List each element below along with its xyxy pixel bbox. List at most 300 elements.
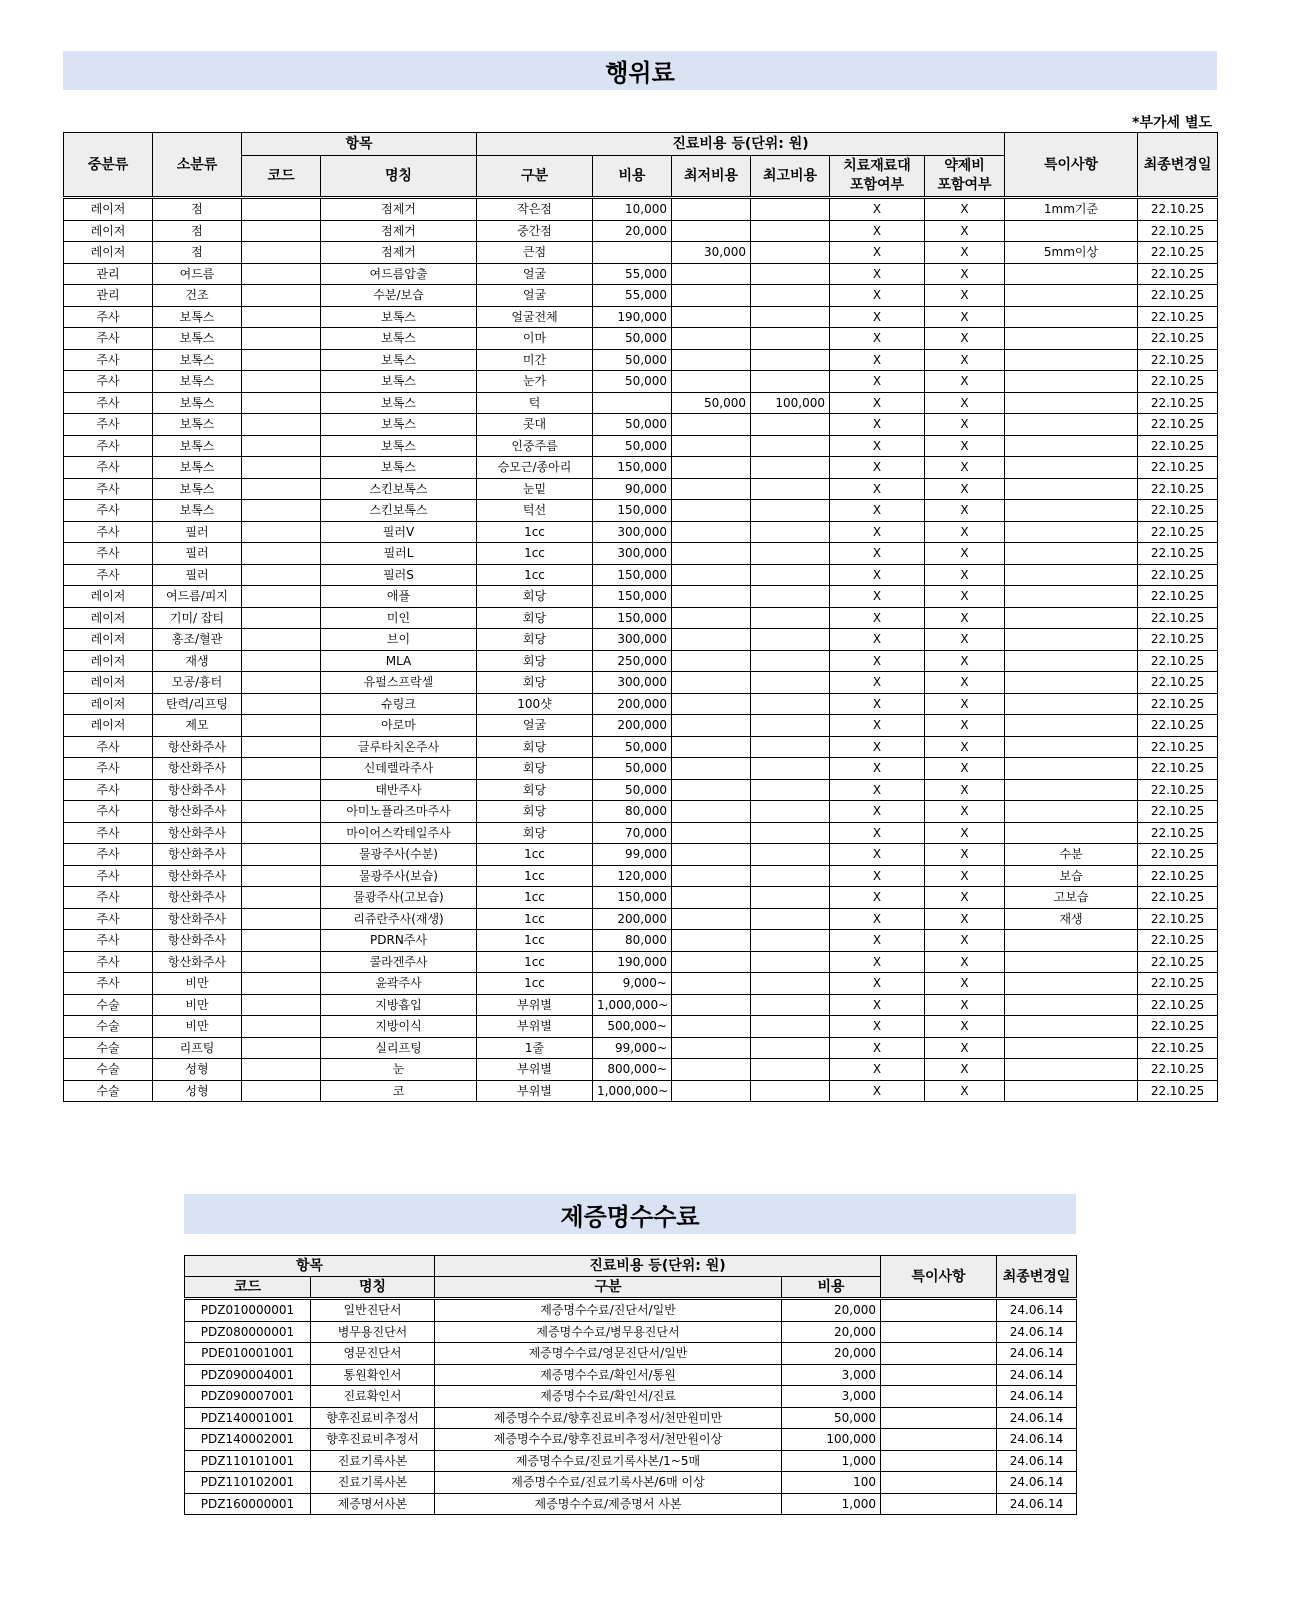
cell-drug-included: X	[925, 973, 1005, 995]
cell-max-cost	[751, 865, 830, 887]
cell-sub-category: 항산화주사	[153, 779, 242, 801]
table-row	[64, 994, 1218, 1016]
cell-division: 회당	[477, 758, 593, 780]
cell-name: 지방흡입	[321, 994, 477, 1016]
cell-drug-included: X	[925, 586, 1005, 608]
cell-division: 회당	[477, 586, 593, 608]
table-row	[64, 371, 1218, 393]
cell-cost: 10,000	[593, 198, 672, 221]
table-row	[64, 887, 1218, 909]
cell-drug-included: X	[925, 758, 1005, 780]
cell-remarks	[1005, 457, 1138, 479]
cell-cost: 150,000	[593, 564, 672, 586]
cell-last-changed: 22.10.25	[1138, 371, 1218, 393]
cell-sub-category: 여드름	[153, 263, 242, 285]
cell-drug-included: X	[925, 263, 1005, 285]
header-division: 구분	[435, 1277, 782, 1299]
cell-cost: 1,000	[782, 1450, 881, 1472]
cell-min-cost	[672, 693, 751, 715]
cell-name: 보톡스	[321, 306, 477, 328]
table-row	[64, 865, 1218, 887]
cell-sub-category: 필러	[153, 564, 242, 586]
cell-code	[242, 543, 321, 565]
cell-min-cost	[672, 349, 751, 371]
cell-sub-category: 제모	[153, 715, 242, 737]
cell-remarks: 1mm기준	[1005, 198, 1138, 221]
cell-mid-category: 주사	[64, 328, 153, 350]
cell-min-cost	[672, 306, 751, 328]
cell-remarks	[1005, 1016, 1138, 1038]
cell-remarks: 재생	[1005, 908, 1138, 930]
cell-max-cost	[751, 328, 830, 350]
cell-cost: 800,000~	[593, 1059, 672, 1081]
table-row	[64, 457, 1218, 479]
cell-min-cost	[672, 736, 751, 758]
cell-division: 턱선	[477, 500, 593, 522]
cell-min-cost	[672, 672, 751, 694]
cell-name: 통원확인서	[311, 1364, 435, 1386]
table-row	[185, 1472, 1077, 1494]
cell-name: 수분/보습	[321, 285, 477, 307]
cell-max-cost	[751, 306, 830, 328]
cell-material-included: X	[830, 457, 925, 479]
cell-material-included: X	[830, 994, 925, 1016]
header-item-group: 항목	[242, 133, 477, 156]
cell-last-changed: 22.10.25	[1138, 1080, 1218, 1102]
cell-mid-category: 주사	[64, 951, 153, 973]
cell-sub-category: 항산화주사	[153, 930, 242, 952]
cell-mid-category: 레이저	[64, 629, 153, 651]
cell-mid-category: 수술	[64, 1016, 153, 1038]
cell-cost: 70,000	[593, 822, 672, 844]
cell-mid-category: 주사	[64, 392, 153, 414]
cell-remarks	[881, 1343, 997, 1365]
cell-last-changed: 24.06.14	[997, 1299, 1077, 1322]
cell-cost: 200,000	[593, 908, 672, 930]
cell-code: PDZ090004001	[185, 1364, 311, 1386]
cell-mid-category: 주사	[64, 758, 153, 780]
cell-drug-included: X	[925, 844, 1005, 866]
cell-remarks	[881, 1450, 997, 1472]
cell-last-changed: 24.06.14	[997, 1450, 1077, 1472]
cell-division: 부위별	[477, 1016, 593, 1038]
cell-name: 슈링크	[321, 693, 477, 715]
cell-division: 부위별	[477, 994, 593, 1016]
cell-max-cost	[751, 198, 830, 221]
cell-cost: 500,000~	[593, 1016, 672, 1038]
cell-mid-category: 주사	[64, 306, 153, 328]
cell-last-changed: 22.10.25	[1138, 457, 1218, 479]
table-row	[64, 1080, 1218, 1102]
cell-code	[242, 392, 321, 414]
cell-drug-included: X	[925, 1037, 1005, 1059]
cell-name: 콜라겐주사	[321, 951, 477, 973]
cell-drug-included: X	[925, 672, 1005, 694]
cell-last-changed: 22.10.25	[1138, 543, 1218, 565]
cell-cost: 50,000	[593, 371, 672, 393]
cell-sub-category: 재생	[153, 650, 242, 672]
cell-last-changed: 22.10.25	[1138, 994, 1218, 1016]
cell-name: 신데렐라주사	[321, 758, 477, 780]
cell-division: 작은점	[477, 198, 593, 221]
cell-drug-included: X	[925, 349, 1005, 371]
cell-division: 회당	[477, 672, 593, 694]
cell-drug-included: X	[925, 801, 1005, 823]
table-row	[64, 521, 1218, 543]
table-row	[64, 822, 1218, 844]
cell-code	[242, 844, 321, 866]
cell-name: 여드름압출	[321, 263, 477, 285]
table-row	[64, 629, 1218, 651]
cell-drug-included: X	[925, 500, 1005, 522]
header-drug-line1: 약제비	[944, 158, 985, 174]
cell-code	[242, 951, 321, 973]
cell-drug-included: X	[925, 521, 1005, 543]
cell-sub-category: 홍조/혈관	[153, 629, 242, 651]
cell-drug-included: X	[925, 930, 1005, 952]
cell-name: MLA	[321, 650, 477, 672]
table-row	[64, 672, 1218, 694]
cell-min-cost	[672, 435, 751, 457]
cell-last-changed: 22.10.25	[1138, 328, 1218, 350]
cell-code	[242, 478, 321, 500]
procedure-fee-table	[63, 132, 1218, 1102]
cell-code: PDZ110101001	[185, 1450, 311, 1472]
cell-code: PDZ080000001	[185, 1321, 311, 1343]
cell-min-cost	[672, 650, 751, 672]
cell-drug-included: X	[925, 607, 1005, 629]
cell-last-changed: 22.10.25	[1138, 650, 1218, 672]
cell-remarks	[1005, 1059, 1138, 1081]
cell-remarks	[1005, 994, 1138, 1016]
table-row	[64, 801, 1218, 823]
cell-cost: 150,000	[593, 500, 672, 522]
cell-last-changed: 24.06.14	[997, 1429, 1077, 1451]
cell-cost: 100	[782, 1472, 881, 1494]
cell-mid-category: 수술	[64, 1080, 153, 1102]
cell-min-cost	[672, 198, 751, 221]
cell-division: 제증명수수료/병무용진단서	[435, 1321, 782, 1343]
cell-min-cost	[672, 887, 751, 909]
cell-sub-category: 필러	[153, 543, 242, 565]
cell-sub-category: 항산화주사	[153, 908, 242, 930]
cell-drug-included: X	[925, 414, 1005, 436]
cell-sub-category: 항산화주사	[153, 801, 242, 823]
header-last-changed: 최종변경일	[1138, 133, 1218, 198]
cell-mid-category: 레이저	[64, 242, 153, 264]
header-cost: 비용	[593, 156, 672, 198]
cell-sub-category: 점	[153, 242, 242, 264]
cell-max-cost	[751, 994, 830, 1016]
cell-min-cost: 50,000	[672, 392, 751, 414]
cell-mid-category: 수술	[64, 1037, 153, 1059]
cell-name: 보톡스	[321, 435, 477, 457]
cell-cost: 50,000	[593, 414, 672, 436]
cell-max-cost	[751, 435, 830, 457]
cell-drug-included: X	[925, 220, 1005, 242]
cell-material-included: X	[830, 328, 925, 350]
cell-division: 회당	[477, 822, 593, 844]
cell-remarks	[1005, 392, 1138, 414]
header-material-line1: 치료재료대	[843, 158, 911, 174]
cell-cost: 3,000	[782, 1364, 881, 1386]
cell-last-changed: 24.06.14	[997, 1493, 1077, 1515]
cell-name: 코	[321, 1080, 477, 1102]
cell-min-cost	[672, 951, 751, 973]
cell-remarks	[1005, 371, 1138, 393]
table-row	[185, 1429, 1077, 1451]
cell-remarks	[1005, 951, 1138, 973]
cell-name: 보톡스	[321, 349, 477, 371]
cell-max-cost	[751, 1037, 830, 1059]
cell-code	[242, 736, 321, 758]
cell-cost: 50,000	[593, 328, 672, 350]
header-drug-included	[925, 156, 1005, 198]
vat-note: *부가세 별도	[1132, 115, 1212, 131]
cell-last-changed: 22.10.25	[1138, 951, 1218, 973]
cell-material-included: X	[830, 865, 925, 887]
cell-name: 윤곽주사	[321, 973, 477, 995]
cell-material-included: X	[830, 1037, 925, 1059]
cell-material-included: X	[830, 822, 925, 844]
section-title-procedure-fees: 행위료	[63, 51, 1217, 90]
cell-drug-included: X	[925, 865, 1005, 887]
cell-sub-category: 비만	[153, 973, 242, 995]
cell-drug-included: X	[925, 650, 1005, 672]
cell-max-cost	[751, 887, 830, 909]
cell-division: 제증명수수료/진료기록사본/6매 이상	[435, 1472, 782, 1494]
cell-material-included: X	[830, 1059, 925, 1081]
cell-sub-category: 보톡스	[153, 414, 242, 436]
cell-material-included: X	[830, 306, 925, 328]
cell-code: PDZ110102001	[185, 1472, 311, 1494]
cell-code	[242, 1016, 321, 1038]
cell-mid-category: 주사	[64, 736, 153, 758]
cell-sub-category: 보톡스	[153, 435, 242, 457]
cell-code: PDZ160000001	[185, 1493, 311, 1515]
cell-code	[242, 285, 321, 307]
cell-material-included: X	[830, 973, 925, 995]
table-row	[64, 693, 1218, 715]
cell-code	[242, 607, 321, 629]
table-row	[64, 285, 1218, 307]
cell-name: 물광주사(수분)	[321, 844, 477, 866]
cell-max-cost	[751, 844, 830, 866]
cell-cost: 190,000	[593, 951, 672, 973]
cell-last-changed: 22.10.25	[1138, 736, 1218, 758]
cell-name: 아미노플라즈마주사	[321, 801, 477, 823]
cell-code	[242, 973, 321, 995]
cell-material-included: X	[830, 263, 925, 285]
cell-division: 회당	[477, 801, 593, 823]
cell-name: 아로마	[321, 715, 477, 737]
cell-last-changed: 22.10.25	[1138, 414, 1218, 436]
cell-division: 회당	[477, 629, 593, 651]
table-row	[64, 758, 1218, 780]
cell-cost: 150,000	[593, 457, 672, 479]
cell-sub-category: 보톡스	[153, 457, 242, 479]
cell-remarks	[881, 1407, 997, 1429]
cell-code	[242, 500, 321, 522]
cell-cost: 250,000	[593, 650, 672, 672]
cell-cost: 150,000	[593, 607, 672, 629]
cell-remarks	[881, 1386, 997, 1408]
cell-mid-category: 관리	[64, 263, 153, 285]
cell-last-changed: 22.10.25	[1138, 693, 1218, 715]
cell-remarks	[1005, 736, 1138, 758]
cell-sub-category: 비만	[153, 994, 242, 1016]
cell-last-changed: 24.06.14	[997, 1343, 1077, 1365]
table-row	[64, 435, 1218, 457]
cell-name: 보톡스	[321, 414, 477, 436]
cell-name: 보톡스	[321, 457, 477, 479]
cell-remarks: 보습	[1005, 865, 1138, 887]
table-row	[64, 1059, 1218, 1081]
cell-name: 병무용진단서	[311, 1321, 435, 1343]
cell-mid-category: 주사	[64, 478, 153, 500]
table-row	[64, 930, 1218, 952]
table-row	[64, 607, 1218, 629]
cell-sub-category: 보톡스	[153, 392, 242, 414]
cell-min-cost	[672, 328, 751, 350]
cell-remarks	[1005, 629, 1138, 651]
cell-name: 리쥬란주사(재생)	[321, 908, 477, 930]
cell-drug-included: X	[925, 822, 1005, 844]
cell-mid-category: 주사	[64, 543, 153, 565]
cell-sub-category: 항산화주사	[153, 822, 242, 844]
cell-last-changed: 22.10.25	[1138, 865, 1218, 887]
cell-last-changed: 22.10.25	[1138, 801, 1218, 823]
cell-material-included: X	[830, 349, 925, 371]
cell-max-cost	[751, 521, 830, 543]
cell-sub-category: 여드름/피지	[153, 586, 242, 608]
cell-code	[242, 220, 321, 242]
cell-division: 1cc	[477, 930, 593, 952]
cell-drug-included: X	[925, 392, 1005, 414]
cell-last-changed: 22.10.25	[1138, 930, 1218, 952]
header-mid-category: 중분류	[64, 133, 153, 198]
cell-min-cost	[672, 478, 751, 500]
header-code: 코드	[185, 1277, 311, 1299]
cell-cost: 55,000	[593, 263, 672, 285]
cell-last-changed: 22.10.25	[1138, 263, 1218, 285]
cell-mid-category: 레이저	[64, 607, 153, 629]
cell-mid-category: 주사	[64, 779, 153, 801]
cell-mid-category: 주사	[64, 887, 153, 909]
cell-material-included: X	[830, 285, 925, 307]
cell-remarks	[1005, 672, 1138, 694]
cell-material-included: X	[830, 198, 925, 221]
cell-remarks	[1005, 650, 1138, 672]
cell-mid-category: 레이저	[64, 198, 153, 221]
cell-last-changed: 22.10.25	[1138, 844, 1218, 866]
cell-material-included: X	[830, 1080, 925, 1102]
cell-code	[242, 371, 321, 393]
cell-cost: 50,000	[782, 1407, 881, 1429]
header-min-cost: 최저비용	[672, 156, 751, 198]
cell-last-changed: 22.10.25	[1138, 478, 1218, 500]
cell-mid-category: 주사	[64, 435, 153, 457]
cell-sub-category: 탄력/리프팅	[153, 693, 242, 715]
table-row	[64, 650, 1218, 672]
table-row	[185, 1493, 1077, 1515]
header-code: 코드	[242, 156, 321, 198]
cell-remarks	[1005, 693, 1138, 715]
cell-max-cost	[751, 1059, 830, 1081]
cell-max-cost	[751, 478, 830, 500]
cell-remarks	[1005, 435, 1138, 457]
cell-name: 점제거	[321, 220, 477, 242]
cell-max-cost	[751, 242, 830, 264]
cell-last-changed: 22.10.25	[1138, 887, 1218, 909]
cell-max-cost	[751, 349, 830, 371]
cell-sub-category: 항산화주사	[153, 865, 242, 887]
cell-material-included: X	[830, 693, 925, 715]
table-row	[64, 500, 1218, 522]
cell-cost: 20,000	[782, 1321, 881, 1343]
cell-code	[242, 306, 321, 328]
cell-cost: 150,000	[593, 887, 672, 909]
table-row	[64, 586, 1218, 608]
cell-sub-category: 보톡스	[153, 328, 242, 350]
cell-code	[242, 715, 321, 737]
cell-name: 필러S	[321, 564, 477, 586]
cell-division: 1cc	[477, 908, 593, 930]
cell-last-changed: 22.10.25	[1138, 973, 1218, 995]
table-row	[64, 198, 1218, 221]
cell-max-cost	[751, 263, 830, 285]
cell-remarks	[1005, 822, 1138, 844]
cell-code: PDZ010000001	[185, 1299, 311, 1322]
cell-division: 부위별	[477, 1080, 593, 1102]
cell-mid-category: 주사	[64, 500, 153, 522]
cell-division: 1cc	[477, 543, 593, 565]
cell-division: 인중주름	[477, 435, 593, 457]
cell-max-cost	[751, 586, 830, 608]
cell-last-changed: 22.10.25	[1138, 1016, 1218, 1038]
cell-sub-category: 성형	[153, 1080, 242, 1102]
cell-last-changed: 24.06.14	[997, 1407, 1077, 1429]
cell-cost: 1,000,000~	[593, 994, 672, 1016]
table-row	[64, 306, 1218, 328]
table-row	[64, 779, 1218, 801]
cell-mid-category: 레이저	[64, 220, 153, 242]
section-title-certificate-fees: 제증명수수료	[184, 1194, 1076, 1234]
cell-code	[242, 887, 321, 909]
cell-name: 진료기록사본	[311, 1472, 435, 1494]
cell-drug-included: X	[925, 198, 1005, 221]
cell-code	[242, 672, 321, 694]
cell-last-changed: 22.10.25	[1138, 198, 1218, 221]
cell-cost: 80,000	[593, 930, 672, 952]
cell-cost: 50,000	[593, 349, 672, 371]
cell-drug-included: X	[925, 564, 1005, 586]
cell-division: 회당	[477, 607, 593, 629]
cell-last-changed: 22.10.25	[1138, 435, 1218, 457]
cell-material-included: X	[830, 564, 925, 586]
header-item-group: 항목	[185, 1256, 435, 1277]
cell-min-cost	[672, 779, 751, 801]
table-row	[64, 414, 1218, 436]
cell-mid-category: 레이저	[64, 586, 153, 608]
cell-division: 100샷	[477, 693, 593, 715]
cell-mid-category: 주사	[64, 564, 153, 586]
cell-min-cost	[672, 715, 751, 737]
cell-drug-included: X	[925, 908, 1005, 930]
cell-division: 중간점	[477, 220, 593, 242]
cell-name: 점제거	[321, 198, 477, 221]
cell-division: 1cc	[477, 865, 593, 887]
